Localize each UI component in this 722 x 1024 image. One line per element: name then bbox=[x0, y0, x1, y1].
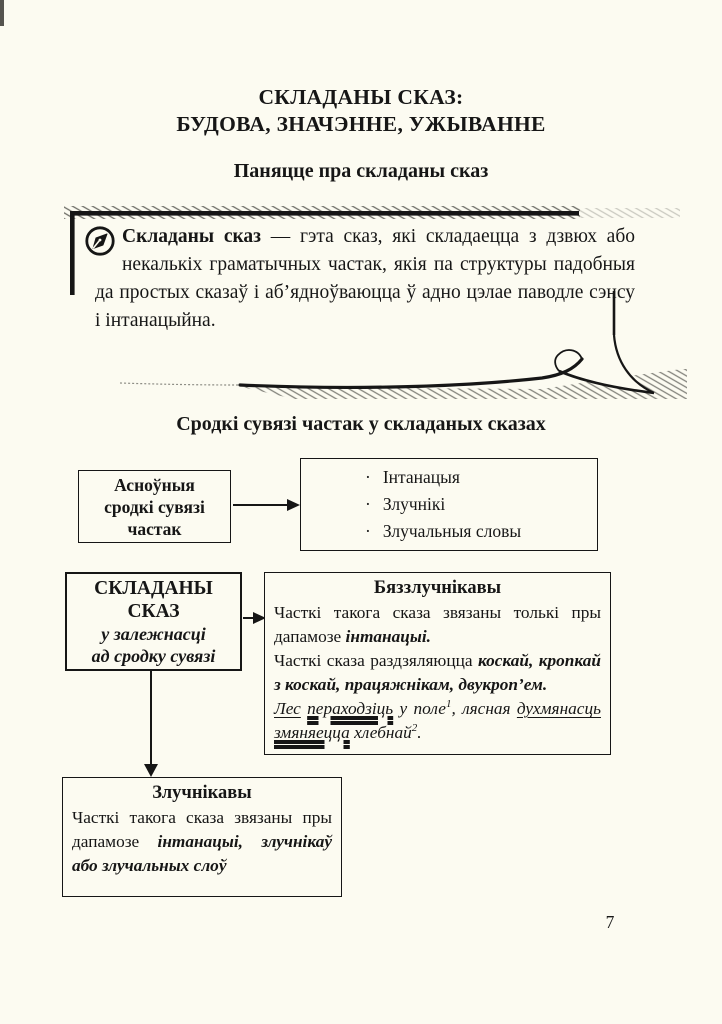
paragraph: Часткі сказа раздзяляюцца коскай, кропкай з коскай, працяжнікам, двукроп’ем. bbox=[274, 651, 601, 694]
diagram1-source-line: сродкі сувязі bbox=[104, 496, 205, 517]
list-item-label: Злучнікі bbox=[382, 494, 446, 514]
diagram2-subject-box bbox=[65, 572, 242, 671]
subject-title-line: СКАЗ bbox=[127, 600, 180, 622]
diagram-means-of-connection bbox=[0, 453, 722, 558]
list-item-label: Інтанацыя bbox=[382, 467, 460, 487]
pen-nib-icon bbox=[83, 224, 117, 258]
subject-subtitle-line: ад сродку сувязі bbox=[91, 645, 216, 666]
conjunction-heading: Злучнікавы bbox=[152, 783, 252, 803]
list-item bbox=[365, 491, 597, 518]
bullet-icon: · bbox=[365, 494, 371, 514]
diagram1-source-line: частак bbox=[127, 518, 182, 539]
diagram1-list-box bbox=[300, 458, 598, 551]
page-number: 7 bbox=[605, 912, 615, 932]
list-item bbox=[365, 518, 597, 545]
conjunction-box bbox=[62, 777, 342, 897]
arrow-line bbox=[233, 504, 289, 506]
conjunction-body bbox=[72, 806, 332, 878]
definition-rich-text: Складаны сказ — гэта сказ, які складаецца з дзвюх або некалькіх граматычных частак, якія па структуры падобныя да простых сказаў і аб’ядноўваюцца ў адно цэлае паводле сэнсу і інтанацыйна. bbox=[95, 226, 635, 331]
bullet-icon: · bbox=[365, 521, 371, 541]
example-sentence: Лес пераходзіць у поле$^1$, лясная духмянасць змяняецца хлебнай$^2$. bbox=[274, 698, 601, 742]
list-item bbox=[365, 464, 597, 491]
asyndetic-body bbox=[274, 601, 601, 745]
asyndetic-box bbox=[264, 572, 611, 755]
paragraph: Часткі такога сказа звязаны толькі пры дапамозе інтанацыі. bbox=[274, 603, 601, 646]
section-heading: Сродкі сувязі частак у складаных сказах bbox=[176, 413, 546, 435]
page-title bbox=[0, 84, 722, 138]
scan-artifact bbox=[0, 0, 4, 26]
page-title-line2: БУДОВА, ЗНАЧЭННЕ, УЖЫВАННЕ bbox=[176, 112, 546, 136]
asyndetic-heading: Бяззлучнікавы bbox=[373, 578, 502, 598]
arrow-line bbox=[150, 671, 152, 765]
diagram1-source-line: Асноўныя bbox=[114, 474, 195, 495]
list-item-label: Злучальныя словы bbox=[382, 521, 522, 541]
definition-block bbox=[62, 203, 687, 399]
chapter-subtitle: Паняцце пра складаны сказ bbox=[233, 160, 489, 182]
arrow-down-icon bbox=[144, 764, 158, 777]
subject-title-line: СКЛАДАНЫ bbox=[94, 577, 213, 599]
arrow-right-icon bbox=[287, 499, 300, 511]
diagram-sentence-types bbox=[0, 565, 722, 910]
definition-text bbox=[95, 223, 635, 335]
paragraph: Часткі такога сказа звязаны пры дапамозе інтанацыі, злучнікаў або злучальных слоў bbox=[72, 808, 332, 875]
diagram1-source-box bbox=[78, 470, 231, 543]
bullet-icon: · bbox=[365, 467, 371, 487]
subject-subtitle-line: у залежнасці bbox=[101, 623, 206, 644]
page-title-line1: СКЛАДАНЫ СКАЗ: bbox=[258, 85, 464, 109]
